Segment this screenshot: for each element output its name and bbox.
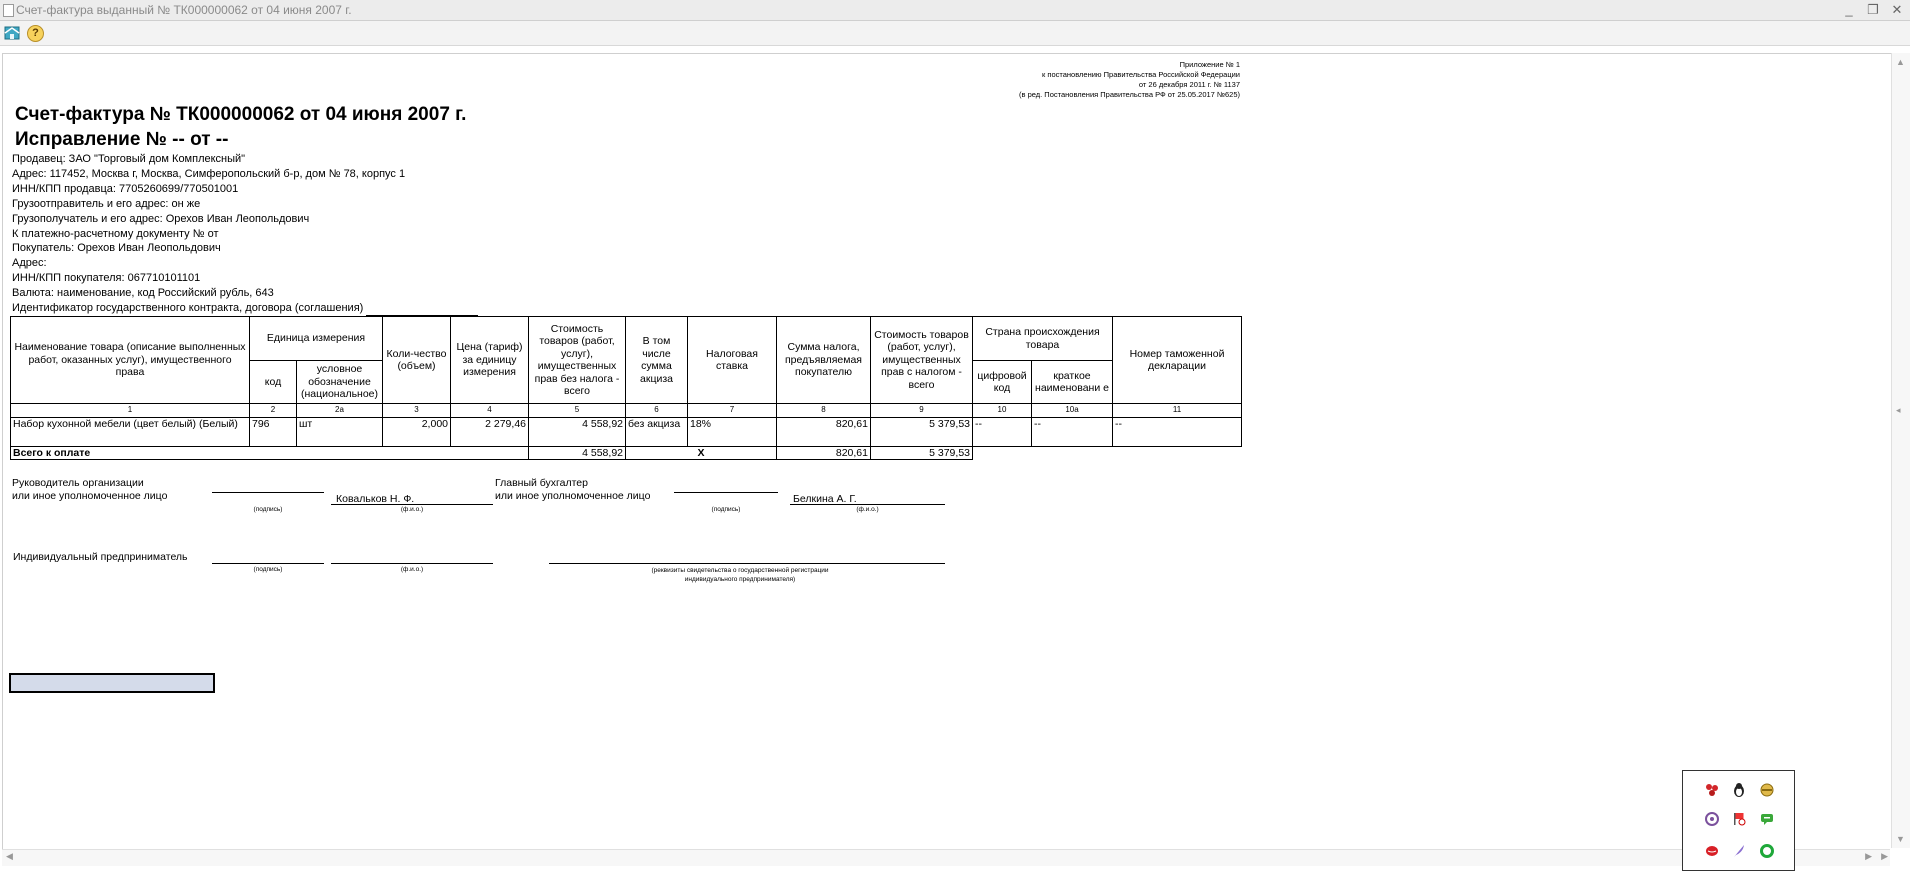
appendix-line: к постановлению Правительства Российской Федерации bbox=[1042, 70, 1240, 79]
cell-sign: шт bbox=[297, 417, 383, 446]
header-tax: Сумма налога, предъявляемая покупателю bbox=[777, 317, 871, 404]
header-name: Наименование товара (описание выполненных работ, оказанных услуг), имущественного права bbox=[11, 317, 250, 404]
header-unit: Единица измерения bbox=[250, 317, 383, 361]
cell-code: 796 bbox=[250, 417, 297, 446]
total-cost-no-tax: 4 558,92 bbox=[529, 446, 626, 460]
head-label-line: или иное уполномоченное лицо bbox=[12, 490, 168, 502]
total-empty bbox=[973, 446, 1242, 460]
header-country-name: краткое наименовани е bbox=[1032, 361, 1113, 404]
head-sign-line bbox=[212, 492, 324, 493]
entrepreneur-label: Индивидуальный предприниматель bbox=[13, 551, 188, 563]
cell-tax: 820,61 bbox=[777, 417, 871, 446]
invoice-info bbox=[12, 152, 478, 316]
info-line: Грузополучатель и его адрес: Орехов Иван Леопольдович bbox=[12, 212, 310, 225]
gov-contract-field bbox=[366, 305, 478, 316]
cell-customs: -- bbox=[1113, 417, 1242, 446]
scroll-thumb-icon[interactable]: ◂ bbox=[1896, 405, 1901, 415]
coins-icon[interactable] bbox=[1759, 782, 1775, 798]
head-label-line: Руководитель организации bbox=[12, 477, 144, 489]
total-row bbox=[11, 446, 1242, 460]
chat-icon[interactable] bbox=[1759, 811, 1775, 827]
appendix-line: (в ред. Постановления Правительства РФ от 25.05.2017 №625) bbox=[1019, 90, 1240, 99]
entrepreneur-sign-line bbox=[212, 563, 324, 564]
entrepreneur-fio-caption: (ф.и.о.) bbox=[400, 566, 424, 573]
column-number: 2 bbox=[250, 404, 297, 418]
header-excise: В том числе сумма акциза bbox=[626, 317, 688, 404]
table-row bbox=[11, 417, 1242, 446]
info-line: Покупатель: Орехов Иван Леопольдович bbox=[12, 242, 221, 255]
correction-title: Исправление № -- от -- bbox=[15, 129, 229, 150]
header-country: Страна происхождения товара bbox=[973, 317, 1113, 361]
window-titlebar bbox=[0, 0, 1910, 21]
ring-icon[interactable] bbox=[1759, 843, 1775, 859]
column-number: 8 bbox=[777, 404, 871, 418]
appendix-line: Приложение № 1 bbox=[1179, 60, 1240, 69]
header-country-code: цифровой код bbox=[973, 361, 1032, 404]
header-rate: Налоговая ставка bbox=[688, 317, 777, 404]
penguin-icon[interactable] bbox=[1731, 782, 1747, 798]
header-cost-tax: Стоимость товаров (работ, услуг), имущественных прав с налогом - всего bbox=[871, 317, 973, 404]
header-unit-sign: условное обозначение (национальное) bbox=[297, 361, 383, 404]
accountant-fio-caption: (ф.и.о.) bbox=[856, 506, 879, 513]
registration-line bbox=[549, 563, 945, 564]
tray-popup bbox=[1682, 770, 1795, 871]
cell-country-name: -- bbox=[1032, 417, 1113, 446]
column-number: 1 bbox=[11, 404, 250, 418]
viber-icon[interactable] bbox=[1704, 811, 1720, 827]
head-name: Ковальков Н. Ф. bbox=[336, 493, 415, 505]
info-line bbox=[12, 301, 478, 316]
info-line: Валюта: наименование, код Российский рубль, 643 bbox=[12, 287, 274, 300]
feather-icon[interactable] bbox=[1731, 843, 1747, 859]
invoice-title: Счет-фактура № ТК000000062 от 04 июня 2007 г. bbox=[15, 104, 467, 125]
column-number: 9 bbox=[871, 404, 973, 418]
head-signature-label bbox=[12, 477, 167, 503]
total-cost-tax: 5 379,53 bbox=[871, 446, 973, 460]
head-fio-caption: (ф.и.о.) bbox=[400, 506, 424, 513]
entrepreneur-sign-caption: (подпись) bbox=[253, 566, 283, 573]
invoice-table bbox=[10, 316, 1242, 460]
cell-name: Набор кухонной мебели (цвет белый) (Белый) bbox=[11, 417, 250, 446]
cell-excise: без акциза bbox=[626, 417, 688, 446]
scroll-right-icon[interactable]: ▶ bbox=[1865, 851, 1872, 861]
info-line: ИНН/КПП продавца: 7705260699/770501001 bbox=[12, 182, 239, 195]
vertical-scrollbar[interactable] bbox=[1891, 53, 1910, 848]
scroll-down-icon[interactable]: ▼ bbox=[1896, 834, 1905, 844]
header-qty: Коли-чество (объем) bbox=[383, 317, 451, 404]
horizontal-scrollbar[interactable] bbox=[2, 849, 1890, 866]
scroll-left-icon[interactable]: ◀ bbox=[6, 851, 13, 861]
column-number: 3 bbox=[383, 404, 451, 418]
head-fio-line bbox=[331, 504, 493, 505]
info-line: ИНН/КПП покупателя: 067710101101 bbox=[12, 272, 201, 285]
header-customs: Номер таможенной декларации bbox=[1113, 317, 1242, 404]
info-line: Грузоотправитель и его адрес: он же bbox=[12, 197, 201, 210]
gov-contract-label: Идентификатор государственного контракта, договора (соглашения) bbox=[12, 302, 364, 315]
header-price: Цена (тариф) за единицу измерения bbox=[451, 317, 529, 404]
lips-icon[interactable] bbox=[1704, 843, 1720, 859]
total-label: Всего к оплате bbox=[11, 446, 529, 460]
help-icon[interactable]: ? bbox=[27, 25, 44, 42]
column-number: 2а bbox=[297, 404, 383, 418]
cell-country-code: -- bbox=[973, 417, 1032, 446]
accountant-sign-caption: (подпись) bbox=[711, 506, 741, 513]
dots-icon[interactable] bbox=[1704, 782, 1720, 798]
accountant-label-line: Главный бухгалтер bbox=[495, 477, 588, 489]
column-number: 6 bbox=[626, 404, 688, 418]
accountant-sign-line bbox=[674, 492, 778, 493]
total-mark: X bbox=[626, 446, 777, 460]
total-tax: 820,61 bbox=[777, 446, 871, 460]
document-icon bbox=[3, 4, 14, 17]
column-number: 4 bbox=[451, 404, 529, 418]
info-line: Продавец: ЗАО "Торговый дом Комплексный" bbox=[12, 153, 246, 165]
minimize-button[interactable]: _ bbox=[1845, 2, 1853, 17]
column-number: 7 bbox=[688, 404, 777, 418]
info-line: Адрес: bbox=[12, 257, 47, 270]
cell-price: 2 279,46 bbox=[451, 417, 529, 446]
cell-cost-tax: 5 379,53 bbox=[871, 417, 973, 446]
accountant-fio-line bbox=[790, 504, 945, 505]
close-button[interactable]: ✕ bbox=[1891, 2, 1903, 17]
head-sign-caption: (подпись) bbox=[253, 506, 283, 513]
maximize-button[interactable]: ❐ bbox=[1867, 2, 1879, 17]
entrepreneur-fio-line bbox=[331, 563, 493, 564]
column-number: 11 bbox=[1113, 404, 1242, 418]
cell-qty: 2,000 bbox=[383, 417, 451, 446]
accountant-label-line: или иное уполномоченное лицо bbox=[495, 490, 651, 502]
accountant-signature-label bbox=[495, 477, 650, 503]
flag-icon[interactable] bbox=[1731, 811, 1747, 827]
column-number: 5 bbox=[529, 404, 626, 418]
accountant-name: Белкина А. Г. bbox=[793, 493, 857, 505]
scroll-up-icon[interactable]: ▲ bbox=[1896, 57, 1905, 67]
column-number: 10 bbox=[973, 404, 1032, 418]
header-cost-no-tax: Стоимость товаров (работ, услуг), имущественных прав без налога - всего bbox=[529, 317, 626, 404]
info-line: Адрес: 117452, Москва г, Москва, Симферопольский б-р, дом № 78, корпус 1 bbox=[12, 167, 406, 180]
column-number: 10а bbox=[1032, 404, 1113, 418]
info-line: К платежно-расчетному документу № от bbox=[12, 227, 219, 240]
registration-caption: (реквизиты свидетельства о государственной регистрации индивидуального предпринимателя) bbox=[651, 567, 829, 583]
toolbar bbox=[0, 21, 1910, 46]
home-icon[interactable] bbox=[3, 24, 21, 42]
window-title: Счет-фактура выданный № ТК000000062 от 04 июня 2007 г. bbox=[16, 3, 352, 17]
appendix-line: от 26 декабря 2011 г. № 1137 bbox=[1138, 80, 1240, 89]
appendix-note bbox=[930, 60, 1240, 100]
cell-cost-no-tax: 4 558,92 bbox=[529, 417, 626, 446]
active-cell-input[interactable] bbox=[9, 673, 215, 693]
scroll-corner-icon[interactable]: ▶ bbox=[1881, 851, 1888, 861]
header-unit-code: код bbox=[250, 361, 297, 404]
cell-rate: 18% bbox=[688, 417, 777, 446]
